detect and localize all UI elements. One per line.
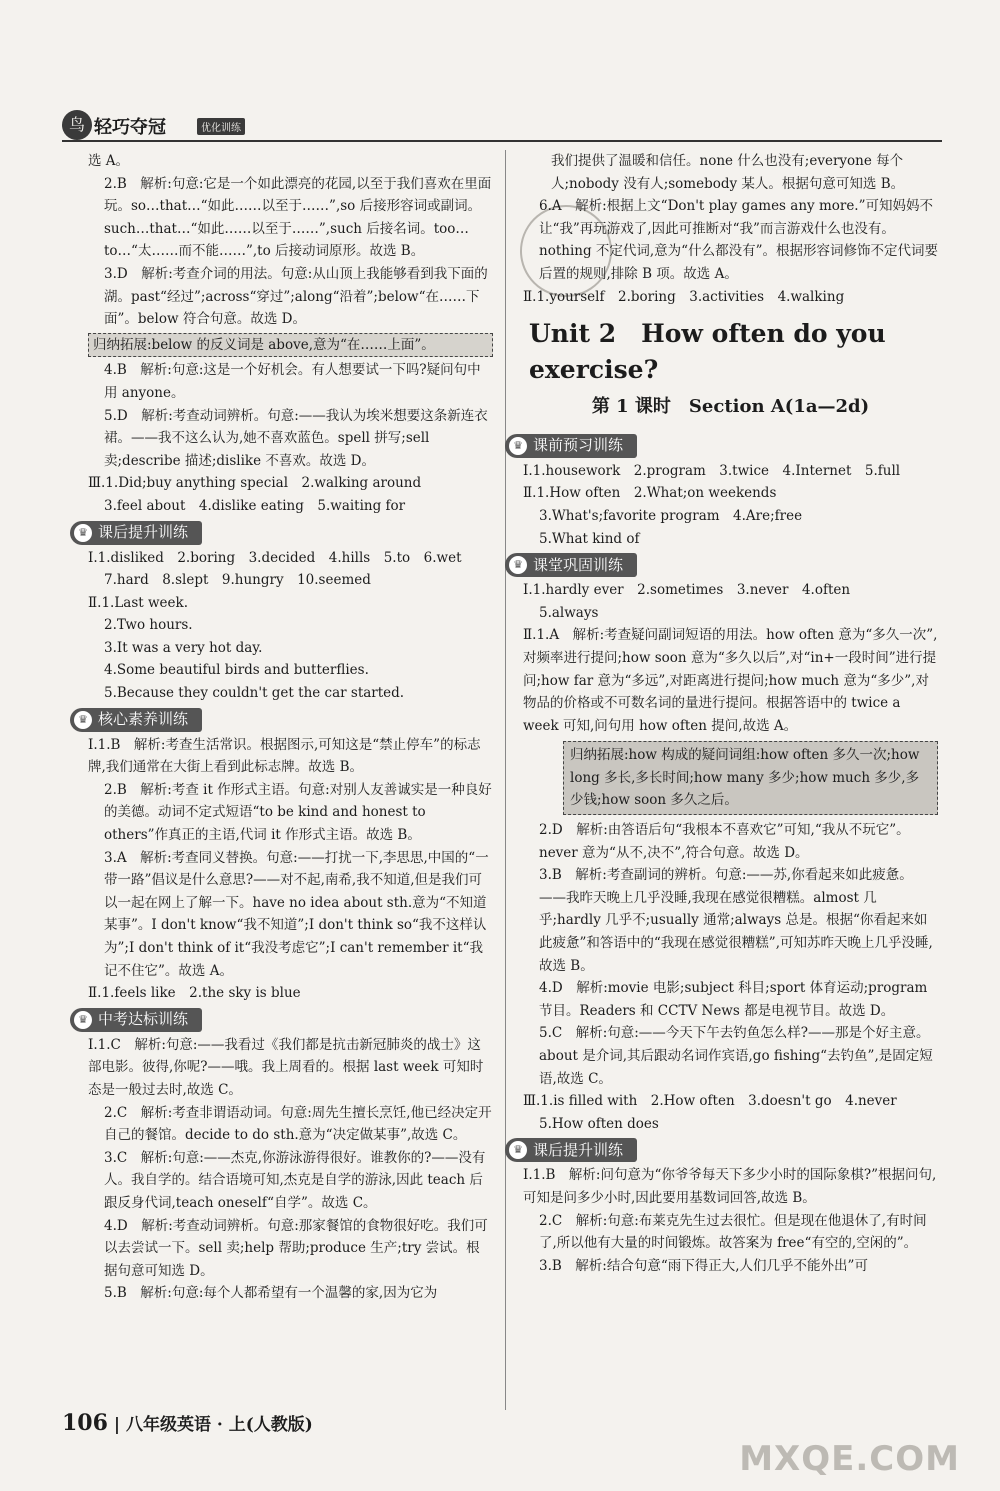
answer-line: Ⅱ.1.yourself 2.boring 3.activities 4.walking xyxy=(523,288,845,305)
answer-line: Ⅱ.1.feels like 2.the sky is blue xyxy=(88,985,301,1002)
crown-icon: ♛ xyxy=(509,556,527,574)
answer-item: Ⅰ.1.C 解析:句意:——我看过《我们都是抗击新冠肺炎的战士》这部电影。彼得,你呢?——哦。我上周看的。根据 last week 可知时态是一般过去时,故选 C。 xyxy=(88,1036,484,1098)
column-divider xyxy=(505,150,506,1410)
answer-item: 4.D 解析:考查动词辨析。句意:那家餐馆的食物很好吃。我们可以去尝试一下。sell 卖;help 帮助;produce 生产;try 尝试。根据句意可知选 D。 xyxy=(104,1217,488,1279)
answer-line: 3.It was a very hot day. xyxy=(104,639,263,656)
section-title: 课前预习训练 xyxy=(533,436,624,455)
brand-tag: 优化训练 xyxy=(197,118,245,135)
answer-line: 5.What kind of xyxy=(539,530,640,547)
answer-line: Ⅰ.1.disliked 2.boring 3.decided 4.hills 5.to 6.wet xyxy=(88,549,462,566)
page-number: 106 xyxy=(62,1410,108,1436)
answer-line: Ⅲ.1.Did;buy anything special 2.walking around xyxy=(88,475,422,492)
answer-line: Ⅰ.1.hardly ever 2.sometimes 3.never 4.often xyxy=(523,582,851,599)
answer-item: 4.D 解析:movie 电影;subject 科目;sport 体育运动;program 节目。Readers 和 CCTV News 都是电视节目。故选 D。 xyxy=(539,980,928,1019)
footer-separator: | xyxy=(113,1415,121,1435)
section-heading xyxy=(70,1008,202,1032)
answer-line: 选 A。 xyxy=(88,153,130,169)
answer-item: 3.B 解析:考查副词的辨析。句意:——苏,你看起来如此疲惫。——我昨天晚上几乎没睡,我现在感觉很糟糕。almost 几乎;hardly 几乎不;usually 通常;always 总是。根据“你看起来如此疲惫”和答语中的“我现在感觉很糟糕”,可知苏昨天晚上几乎没睡,故选 B。 xyxy=(539,867,933,974)
unit-title: Unit 2 How often do you exercise? xyxy=(529,319,886,385)
page-footer xyxy=(62,1410,313,1436)
summary-note: 归纳拓展:below 的反义词是 above,意为“在……上面”。 xyxy=(88,333,493,358)
answer-item: 5.D 解析:考查动词辨析。句意:——我认为埃米想要这条新连衣裙。——我不这么认为,她不喜欢蓝色。spell 拼写;sell 卖;describe 描述;dislike 不喜欢。故选 D。 xyxy=(104,407,488,469)
answer-line: Ⅱ.1.Last week. xyxy=(88,594,189,611)
answer-line: 5.Because they couldn't get the car started. xyxy=(104,685,405,702)
answer-item: 3.D 解析:考查介词的用法。句意:从山顶上我能够看到我下面的湖。past“经过”;across“穿过”;along“沿着”;below“在……下面”。below 符合句意。故选 D。 xyxy=(104,265,488,328)
answer-item: 2.C 解析:考查非谓语动词。句意:周先生擅长烹饪,他已经决定开自己的餐馆。decide to do sth.意为“决定做某事”,故选 C。 xyxy=(104,1104,492,1144)
crown-icon: ♛ xyxy=(74,1011,92,1029)
answer-line: 5.How often does xyxy=(539,1115,659,1132)
section-heading xyxy=(505,553,637,577)
answer-line: 3.feel about 4.dislike eating 5.waiting for xyxy=(104,497,406,514)
lesson-title: 第 1 课时 Section A(1a—2d) xyxy=(591,396,870,418)
site-watermark: MXQE.COM xyxy=(739,1439,960,1479)
section-heading xyxy=(70,521,202,545)
book-title: 八年级英语 · 上(人教版) xyxy=(125,1415,313,1435)
section-title: 中考达标训练 xyxy=(98,1010,189,1029)
crown-icon: ♛ xyxy=(74,711,92,729)
answer-item: 6.A 解析:根据上文“Don't play games any more.”可知妈妈不让“我”再玩游戏了,因此可推断对“我”而言游戏什么也没有。nothing 不定代词,意为“什么都没有”。根据形容词修饰不定代词要后置的规则,排除 B 项。故选 A。 xyxy=(539,198,938,282)
summary-note: 归纳拓展:how 构成的疑问词组:how often 多久一次;how long 多长,多长时间;how many 多少;how much 多少,多少钱;how soon 多久之后。 xyxy=(563,741,938,815)
answer-line: 3.What's;favorite program 4.Are;free xyxy=(539,507,803,524)
right-column xyxy=(513,150,938,1277)
answer-item: 2.D 解析:由答语后句“我根本不喜欢它”可知,“我从不玩它”。never 意为“从不,决不”,符合句意。故选 D。 xyxy=(539,822,910,861)
answer-item: Ⅰ.1.B 解析:问句意为“你爷爷每天下多少小时的国际象棋?”根据问句,可知是问多少小时,因此要用基数词回答,故选 B。 xyxy=(523,1167,937,1206)
answer-line: Ⅰ.1.housework 2.program 3.twice 4.Internet 5.full xyxy=(523,462,901,479)
answer-line: 4.Some beautiful birds and butterflies. xyxy=(104,662,369,679)
answer-item: 5.B 解析:句意:每个人都希望有一个温馨的家,因为它为 xyxy=(104,1285,438,1302)
answer-item: 2.C 解析:句意:布莱克先生过去很忙。但是现在他退休了,有时间了,所以他有大量的时间锻炼。故答案为 free“有空的,空闲的”。 xyxy=(539,1212,927,1252)
answer-item: Ⅱ.1.A 解析:考查疑问副词短语的用法。how often 意为“多久一次”,对频率进行提问;how soon 意为“多久以后”,对“in+一段时间”进行提问;how far 意为“多远”,对距离进行提问;how much 意为“多少”,对物品的价格或不可数名词的量进行提问。根据答语中的 twice a week 可知,问句用 how often 提问,故选 A。 xyxy=(523,627,938,734)
crown-icon: ♛ xyxy=(509,1141,527,1159)
answer-item: 2.B 解析:句意:它是一个如此漂亮的花园,以至于我们喜欢在里面玩。so…that…“如此……以至于……”,so 后接形容词或副词。such…that…“如此……以至于……”,such 后接名词。too…to…“太……而不能……”,to 后接动词原形。故选 B。 xyxy=(104,175,492,260)
crown-icon: ♛ xyxy=(74,524,92,542)
answer-item: 3.A 解析:考查同义替换。句意:——打扰一下,李思思,中国的“一带一路”倡议是什么意思?——对不起,南希,我不知道,但是我们可以一起在网上了解一下。have no idea about sth.意为“不知道某事”。I don't know“我不知道”;I don't think so“我不这样认为”;I don't think of it“我没考虑它”;I can't remember it“我记不住它”。故选 A。 xyxy=(104,849,489,979)
brand-name: 轻巧夺冠 xyxy=(94,117,166,138)
section-heading xyxy=(505,434,637,458)
answer-line: Ⅲ.1.is filled with 2.How often 3.doesn't go 4.never xyxy=(523,1093,897,1110)
section-title: 课后提升训练 xyxy=(98,523,189,542)
answer-line: 5.always xyxy=(539,604,599,621)
answer-line: Ⅱ.1.How often 2.What;on weekends xyxy=(523,485,777,502)
section-title: 课堂巩固训练 xyxy=(533,555,624,574)
section-heading xyxy=(505,1138,637,1162)
answer-item: 4.B 解析:句意:这是一个好机会。有人想要试一下吗?疑问句中用 anyone。 xyxy=(104,362,481,401)
answer-item: Ⅰ.1.B 解析:考查生活常识。根据图示,可知这是“禁止停车”的标志牌,我们通常在大街上看到此标志牌。故选 B。 xyxy=(88,736,481,776)
header-rule xyxy=(62,140,942,142)
answer-item: 3.C 解析:句意:——杰克,你游泳游得很好。谁教你的?——没有人。我自学的。结合语境可知,杰克是自学的游泳,因此 teach 后跟反身代词,teach oneself“自学”。故选 C。 xyxy=(104,1149,486,1211)
answer-item: 5.C 解析:句意:——今天下午去钓鱼怎么样?——那是个好主意。about 是介词,其后跟动名词作宾语,go fishing“去钓鱼”,是固定短语,故选 C。 xyxy=(539,1025,933,1087)
section-title: 课后提升训练 xyxy=(533,1141,624,1160)
answer-line: 2.Two hours. xyxy=(104,617,193,634)
left-column xyxy=(78,150,493,1305)
answer-item: 3.B 解析:结合句意“雨下得正大,人们几乎不能外出”可 xyxy=(539,1257,868,1274)
answer-item: 我们提供了温暖和信任。none 什么也没有;everyone 每个人;nobody 没有人;somebody 某人。根据句意可知选 B。 xyxy=(551,153,905,192)
answer-item: 2.B 解析:考查 it 作形式主语。句意:对别人友善诚实是一种良好的美德。动词不定式短语“to be kind and honest to others”作真正的主语,代词 it 作形式主语。故选 B。 xyxy=(104,781,492,844)
section-title: 核心素养训练 xyxy=(98,710,189,729)
page-header xyxy=(62,106,942,146)
crown-icon: ♛ xyxy=(509,437,527,455)
answer-line: 7.hard 8.slept 9.hungry 10.seemed xyxy=(104,572,371,589)
brand-logo-icon: 鸟 xyxy=(62,110,92,140)
section-heading xyxy=(70,708,202,732)
